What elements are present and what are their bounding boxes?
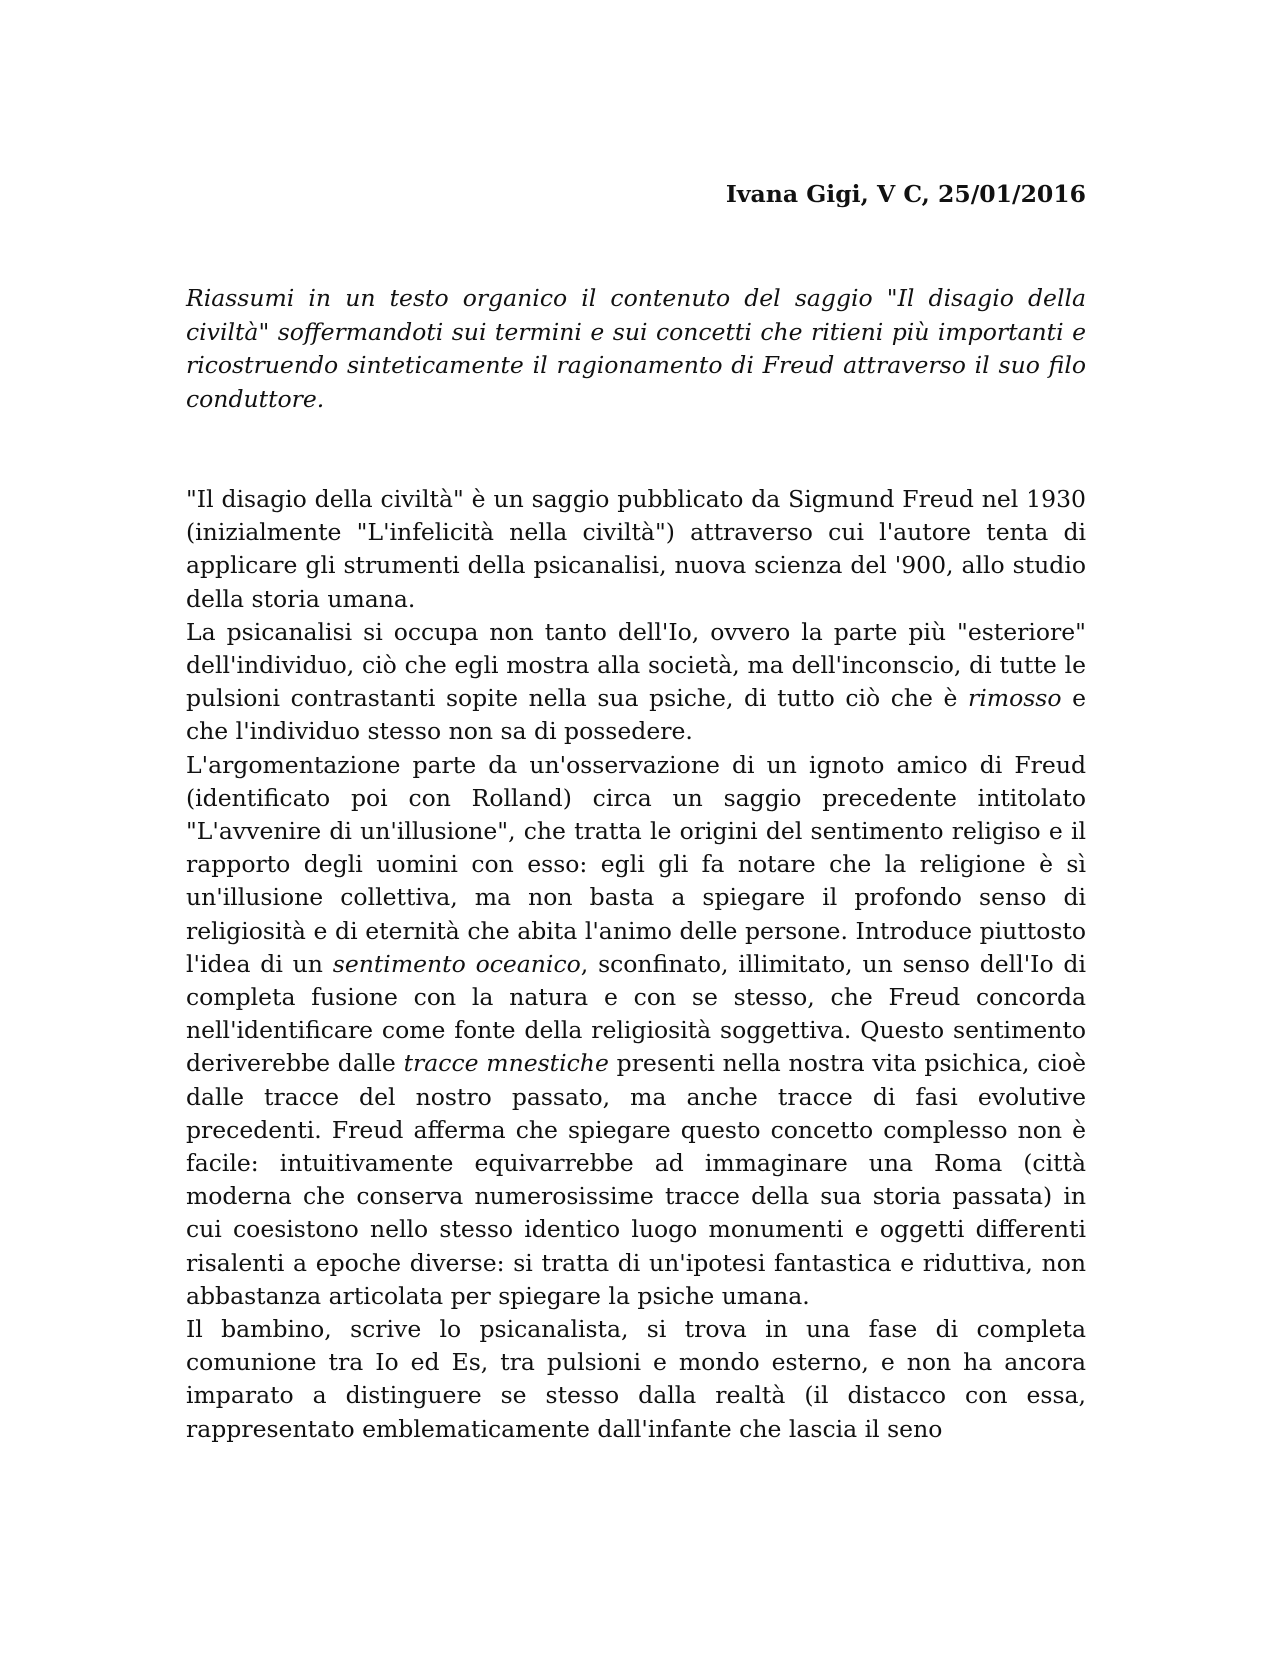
text-run: presenti nella nostra vita psichica, cioè dalle tracce del nostro passato, ma anche tracce di fasi evolutive precedenti. Freud afferma che spiegare questo concetto complesso non è facile: intuitivamente equivarrebbe ad immaginare una Roma (città moderna che conserva numerosissime tracce della sua storia passata) in cui coesistono nello stesso identico luogo monumenti e oggetti differenti risalenti a epoche diverse: si tratta di un'ipotesi fantastica e riduttiva, non abbastanza articolata per spiegare la psiche umana. (186, 1049, 1087, 1310)
assignment-prompt: Riassumi in un testo organico il contenuto del saggio "Il disagio della civiltà" soffermandoti sui termini e sui concetti che ritieni più importanti e ricostruendo sinteticamente il ragionamento di Freud attraverso il suo filo conduttore. (186, 284, 1086, 413)
text-run: e che l'individuo stesso non sa di possedere. (186, 684, 1086, 746)
paragraph-child: Il bambino, scrive lo psicanalista, si trova in una fase di completa comunione tra Io ed Es, tra pulsioni e mondo esterno, e non ha ancora imparato a distinguere se stesso dalla realtà (il distacco con essa, rappresentato emblematicamente dall'infante che lascia il seno (186, 1315, 1086, 1443)
essay-body (186, 483, 1086, 1446)
emphasis-tracce-mnestiche: tracce mnestiche (403, 1049, 609, 1078)
text-run: La psicanalisi si occupa non tanto dell'Io, ovvero la parte più "esteriore" dell'individuo, ciò che egli mostra alla società, ma dell'inconscio, di tutte le pulsioni contrastanti sopite nella sua psiche, di tutto ciò che è (186, 617, 1086, 713)
emphasis-rimosso: rimosso (968, 684, 1062, 713)
text-run: L'argomentazione parte da un'osservazione di un ignoto amico di Freud (identificato poi con Rolland) circa un saggio precedente intitolato "L'avvenire di un'illusione", che tratta le origini del sentimento religiso e il rapporto degli uomini con esso: egli gli fa notare che la religione è sì un'illusione collettiva, ma non basta a spiegare il profondo senso di religiosità e di eternità che abita l'animo delle persone. Introduce piuttosto l'idea di un (186, 750, 1086, 978)
paragraph-argument (186, 749, 1086, 1313)
emphasis-sentimento-oceanico: sentimento oceanico (332, 949, 581, 978)
paragraph-psychoanalysis (186, 616, 1086, 749)
paragraph-intro: "Il disagio della civiltà" è un saggio pubblicato da Sigmund Freud nel 1930 (inizialmente "L'infelicità nella civiltà") attraverso cui l'autore tenta di applicare gli strumenti della psicanalisi, nuova scienza del '900, allo studio della storia umana. (186, 485, 1086, 613)
author-date-header: Ivana Gigi, V C, 25/01/2016 (725, 180, 1086, 208)
text-run: , sconfinato, illimitato, un senso dell'Io di completa fusione con la natura e con se stesso, che Freud concorda nell'identificare come fonte della religiosità soggettiva. Questo sentimento deriverebbe dalle (186, 949, 1086, 1078)
